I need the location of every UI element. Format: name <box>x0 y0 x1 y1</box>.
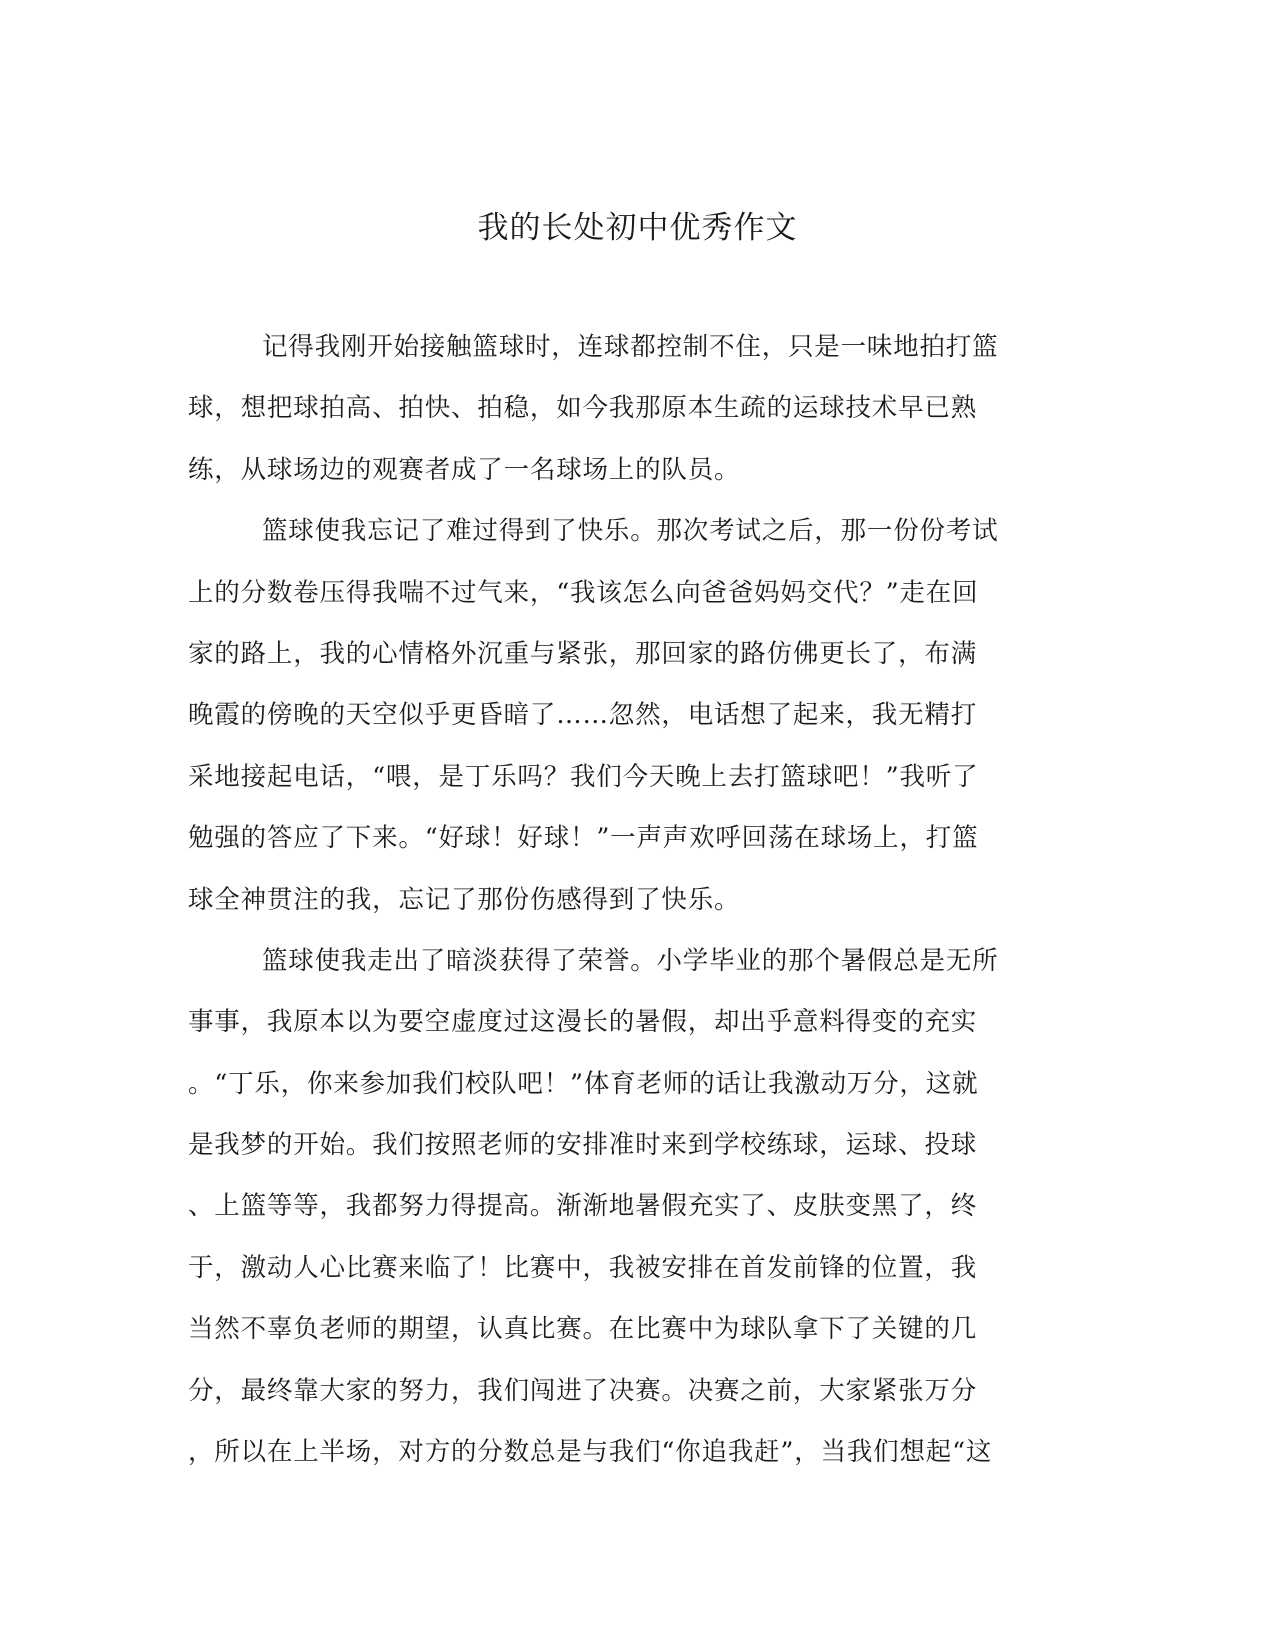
paragraph-line: 勉强的答应了下来。“好球！好球！”一声声欢呼回荡在球场上，打篮 <box>188 823 979 854</box>
paragraph-line: 事事，我原本以为要空虚度过这漫长的暑假，却出乎意料得变的充实 <box>188 1007 978 1038</box>
paragraph-line: 篮球使我走出了暗淡获得了荣誉。小学毕业的那个暑假总是无所 <box>262 945 999 976</box>
paragraph-line: 记得我刚开始接触篮球时，连球都控制不住，只是一味地拍打篮 <box>262 332 999 362</box>
paragraph-line: 采地接起电话，“喂，是丁乐吗？我们今天晚上去打篮球吧！”我听了 <box>188 761 979 792</box>
paragraph-line: 。“丁乐，你来参加我们校队吧！”体育老师的话让我激动万分，这就 <box>188 1068 979 1099</box>
document-body <box>188 326 1068 1492</box>
paragraph-line: 球，想把球拍高、拍快、拍稳，如今我那原本生疏的运球技术早已熟 <box>188 393 978 424</box>
paragraph-line: 当然不辜负老师的期望，认真比赛。在比赛中为球队拿下了关键的几 <box>188 1314 978 1345</box>
paragraph-line: 是我梦的开始。我们按照老师的安排准时来到学校练球，运球、投球 <box>188 1130 978 1161</box>
paragraph-line: ，所以在上半场，对方的分数总是与我们“你追我赶”，当我们想起“这 <box>188 1437 993 1468</box>
paragraph-line: 家的路上，我的心情格外沉重与紧张，那回家的路仿佛更长了，布满 <box>188 638 978 669</box>
paragraph-line: 上的分数卷压得我喘不过气来，“我该怎么向爸爸妈妈交代？”走在回 <box>188 577 979 608</box>
paragraph-line: 、上篮等等，我都努力得提高。渐渐地暑假充实了、皮肤变黑了，终 <box>188 1191 978 1222</box>
paragraph-line: 分，最终靠大家的努力，我们闯进了决赛。决赛之前，大家紧张万分 <box>188 1375 978 1406</box>
paragraph-line: 篮球使我忘记了难过得到了快乐。那次考试之后，那一份份考试 <box>262 516 999 547</box>
document-title: 我的长处初中优秀作文 <box>477 210 798 246</box>
paragraph-line: 球全神贯注的我，忘记了那份伤感得到了快乐。 <box>188 884 741 915</box>
paragraph-line: 练，从球场边的观赛者成了一名球场上的队员。 <box>188 454 741 485</box>
paragraph-line: 于，激动人心比赛来临了！比赛中，我被安排在首发前锋的位置，我 <box>188 1252 978 1283</box>
paragraph-line: 晚霞的傍晚的天空似乎更昏暗了……忽然，电话想了起来，我无精打 <box>188 700 978 731</box>
